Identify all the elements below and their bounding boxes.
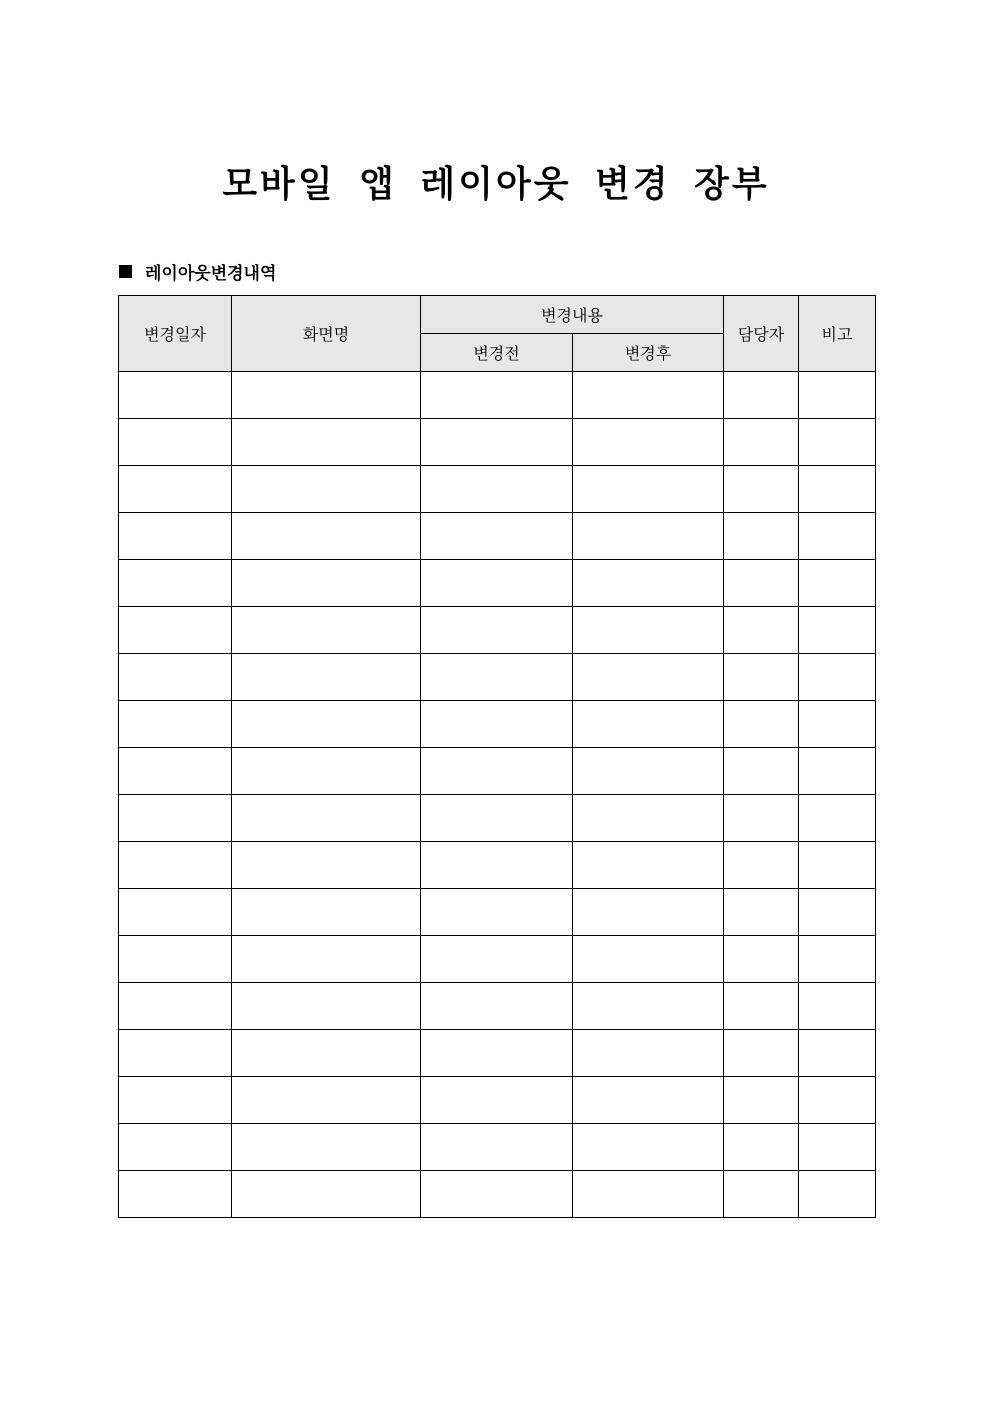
after-cell[interactable] xyxy=(573,1124,724,1171)
table-row xyxy=(119,748,876,795)
section-heading xyxy=(119,257,276,285)
after-cell[interactable] xyxy=(573,748,724,795)
date-cell[interactable] xyxy=(119,372,232,419)
remarks-cell[interactable] xyxy=(799,842,876,889)
remarks-cell[interactable] xyxy=(799,936,876,983)
table-body xyxy=(119,372,876,1218)
before-cell[interactable] xyxy=(421,701,573,748)
screen-cell[interactable] xyxy=(232,983,421,1030)
remarks-cell[interactable] xyxy=(799,654,876,701)
after-cell[interactable] xyxy=(573,842,724,889)
table-row xyxy=(119,795,876,842)
date-cell[interactable] xyxy=(119,842,232,889)
manager-cell[interactable] xyxy=(724,560,799,607)
date-cell[interactable] xyxy=(119,748,232,795)
before-cell[interactable] xyxy=(421,889,573,936)
table-row xyxy=(119,842,876,889)
before-cell[interactable] xyxy=(421,1077,573,1124)
screen-cell[interactable] xyxy=(232,889,421,936)
after-cell[interactable] xyxy=(573,983,724,1030)
remarks-cell[interactable] xyxy=(799,607,876,654)
table-row xyxy=(119,1171,876,1218)
manager-cell[interactable] xyxy=(724,1030,799,1077)
before-cell[interactable] xyxy=(421,1030,573,1077)
manager-cell[interactable] xyxy=(724,1077,799,1124)
remarks-cell[interactable] xyxy=(799,701,876,748)
before-cell[interactable] xyxy=(421,466,573,513)
after-cell[interactable] xyxy=(573,466,724,513)
date-cell[interactable] xyxy=(119,1171,232,1218)
table-row xyxy=(119,1077,876,1124)
after-cell[interactable] xyxy=(573,654,724,701)
remarks-cell[interactable] xyxy=(799,889,876,936)
screen-cell[interactable] xyxy=(232,748,421,795)
after-cell[interactable] xyxy=(573,372,724,419)
manager-cell[interactable] xyxy=(724,513,799,560)
manager-cell[interactable] xyxy=(724,936,799,983)
manager-cell[interactable] xyxy=(724,654,799,701)
manager-cell[interactable] xyxy=(724,889,799,936)
remarks-cell[interactable] xyxy=(799,1171,876,1218)
manager-cell[interactable] xyxy=(724,983,799,1030)
table-row xyxy=(119,701,876,748)
remarks-cell[interactable] xyxy=(799,513,876,560)
remarks-cell[interactable] xyxy=(799,372,876,419)
manager-cell[interactable] xyxy=(724,607,799,654)
after-cell[interactable] xyxy=(573,607,724,654)
remarks-cell[interactable] xyxy=(799,419,876,466)
after-cell[interactable] xyxy=(573,701,724,748)
remarks-cell[interactable] xyxy=(799,1124,876,1171)
before-cell[interactable] xyxy=(421,748,573,795)
screen-cell[interactable] xyxy=(232,466,421,513)
before-cell[interactable] xyxy=(421,607,573,654)
table-row xyxy=(119,419,876,466)
page-title: 모바일 앱 레이아웃 변경 장부 xyxy=(222,164,770,205)
before-cell[interactable] xyxy=(421,1124,573,1171)
screen-cell[interactable] xyxy=(232,513,421,560)
header-after: 변경후 xyxy=(573,334,724,372)
manager-cell[interactable] xyxy=(724,372,799,419)
screen-cell[interactable] xyxy=(232,795,421,842)
date-cell[interactable] xyxy=(119,701,232,748)
remarks-cell[interactable] xyxy=(799,748,876,795)
header-change-date: 변경일자 xyxy=(119,296,232,372)
manager-cell[interactable] xyxy=(724,795,799,842)
after-cell[interactable] xyxy=(573,936,724,983)
header-remarks: 비고 xyxy=(799,296,876,372)
remarks-cell[interactable] xyxy=(799,1077,876,1124)
remarks-cell[interactable] xyxy=(799,466,876,513)
screen-cell[interactable] xyxy=(232,654,421,701)
table-row xyxy=(119,654,876,701)
date-cell[interactable] xyxy=(119,1030,232,1077)
screen-cell[interactable] xyxy=(232,1171,421,1218)
square-bullet-icon xyxy=(119,265,132,278)
layout-change-table xyxy=(118,295,876,1218)
table-row xyxy=(119,1124,876,1171)
before-cell[interactable] xyxy=(421,654,573,701)
remarks-cell[interactable] xyxy=(799,983,876,1030)
header-screen-name: 화면명 xyxy=(232,296,421,372)
table-row xyxy=(119,607,876,654)
before-cell[interactable] xyxy=(421,795,573,842)
date-cell[interactable] xyxy=(119,1124,232,1171)
manager-cell[interactable] xyxy=(724,1124,799,1171)
before-cell[interactable] xyxy=(421,983,573,1030)
date-cell[interactable] xyxy=(119,936,232,983)
before-cell[interactable] xyxy=(421,936,573,983)
date-cell[interactable] xyxy=(119,889,232,936)
screen-cell[interactable] xyxy=(232,560,421,607)
screen-cell[interactable] xyxy=(232,1124,421,1171)
table-row xyxy=(119,983,876,1030)
date-cell[interactable] xyxy=(119,513,232,560)
after-cell[interactable] xyxy=(573,513,724,560)
manager-cell[interactable] xyxy=(724,1171,799,1218)
before-cell[interactable] xyxy=(421,372,573,419)
manager-cell[interactable] xyxy=(724,748,799,795)
table-row xyxy=(119,513,876,560)
after-cell[interactable] xyxy=(573,889,724,936)
remarks-cell[interactable] xyxy=(799,1030,876,1077)
date-cell[interactable] xyxy=(119,419,232,466)
date-cell[interactable] xyxy=(119,466,232,513)
before-cell[interactable] xyxy=(421,560,573,607)
table-row xyxy=(119,560,876,607)
after-cell[interactable] xyxy=(573,419,724,466)
after-cell[interactable] xyxy=(573,560,724,607)
screen-cell[interactable] xyxy=(232,936,421,983)
section-heading-label: 레이아웃변경내역 xyxy=(145,263,277,284)
screen-cell[interactable] xyxy=(232,372,421,419)
after-cell[interactable] xyxy=(573,1171,724,1218)
screen-cell[interactable] xyxy=(232,701,421,748)
header-before: 변경전 xyxy=(421,334,573,372)
before-cell[interactable] xyxy=(421,513,573,560)
manager-cell[interactable] xyxy=(724,842,799,889)
date-cell[interactable] xyxy=(119,795,232,842)
after-cell[interactable] xyxy=(573,1030,724,1077)
header-change-content: 변경내용 xyxy=(421,296,724,334)
manager-cell[interactable] xyxy=(724,466,799,513)
screen-cell[interactable] xyxy=(232,1030,421,1077)
table-row xyxy=(119,889,876,936)
table-row xyxy=(119,372,876,419)
remarks-cell[interactable] xyxy=(799,795,876,842)
table-row xyxy=(119,466,876,513)
manager-cell[interactable] xyxy=(724,419,799,466)
before-cell[interactable] xyxy=(421,1171,573,1218)
date-cell[interactable] xyxy=(119,654,232,701)
table-row xyxy=(119,1030,876,1077)
table-header xyxy=(119,296,876,372)
table-row xyxy=(119,936,876,983)
manager-cell[interactable] xyxy=(724,701,799,748)
before-cell[interactable] xyxy=(421,842,573,889)
date-cell[interactable] xyxy=(119,1077,232,1124)
date-cell[interactable] xyxy=(119,983,232,1030)
screen-cell[interactable] xyxy=(232,607,421,654)
after-cell[interactable] xyxy=(573,1077,724,1124)
screen-cell[interactable] xyxy=(232,419,421,466)
screen-cell[interactable] xyxy=(232,1077,421,1124)
header-manager: 담당자 xyxy=(724,296,799,372)
screen-cell[interactable] xyxy=(232,842,421,889)
date-cell[interactable] xyxy=(119,607,232,654)
after-cell[interactable] xyxy=(573,795,724,842)
before-cell[interactable] xyxy=(421,419,573,466)
remarks-cell[interactable] xyxy=(799,560,876,607)
date-cell[interactable] xyxy=(119,560,232,607)
